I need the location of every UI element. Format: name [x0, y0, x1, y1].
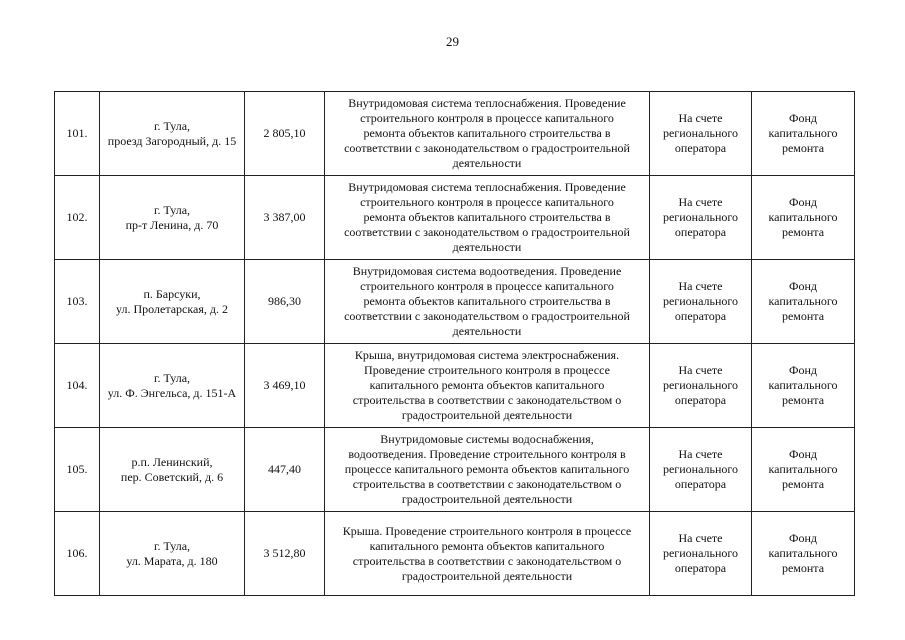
work-line: ремонта объектов капитального строительства в — [363, 126, 611, 140]
fund-cell — [752, 512, 855, 596]
work-line: Крыша. Проведение строительного контроля в процессе — [342, 523, 632, 538]
work-line: градостроительной деятельности — [401, 568, 573, 583]
work-line: строительного контроля в процессе капитального — [360, 111, 614, 125]
address-cell — [100, 176, 245, 260]
fund-cell — [752, 428, 855, 512]
work-line: строительного контроля в процессе капитального — [360, 279, 614, 293]
work-line: деятельности — [452, 324, 522, 338]
account-line: регионального — [662, 126, 739, 140]
account-line: На счете — [678, 111, 723, 125]
table-row — [55, 428, 855, 512]
account-line: На счете — [678, 447, 723, 461]
account-line: оператора — [674, 309, 727, 323]
fund-line: Фонд — [788, 279, 817, 293]
area-cell: 2 805,10 — [245, 92, 325, 176]
address-cell — [100, 428, 245, 512]
account-cell — [650, 344, 752, 428]
account-line: оператора — [674, 225, 727, 239]
address-line: ул. Марата, д. 180 — [126, 553, 218, 568]
address-cell — [100, 344, 245, 428]
work-line: строительства в соответствии с законодательством о — [352, 553, 622, 568]
row-number: 106. — [55, 512, 100, 596]
fund-line: Фонд — [788, 111, 817, 125]
work-line: деятельности — [452, 240, 522, 254]
address-cell — [100, 512, 245, 596]
table-row — [55, 92, 855, 176]
address-line: проезд Загородный, д. 15 — [107, 133, 237, 148]
fund-line: Фонд — [788, 363, 817, 377]
fund-line: капитального — [768, 378, 838, 392]
area-cell: 447,40 — [245, 428, 325, 512]
work-line: Внутридомовые системы водоснабжения, — [380, 432, 594, 446]
fund-line: ремонта — [781, 561, 825, 575]
work-description-cell — [325, 344, 650, 428]
address-line: р.п. Ленинский, — [131, 454, 213, 469]
work-line: градостроительной деятельности — [401, 408, 573, 422]
row-number: 101. — [55, 92, 100, 176]
address-line: п. Барсуки, — [143, 286, 201, 301]
work-line: Внутридомовая система теплоснабжения. Проведение — [348, 180, 626, 194]
account-line: оператора — [674, 141, 727, 155]
account-cell — [650, 512, 752, 596]
table-row — [55, 260, 855, 344]
account-cell — [650, 92, 752, 176]
work-description-cell — [325, 176, 650, 260]
row-number: 104. — [55, 344, 100, 428]
work-line: водоотведения. Проведение строительного контроля в — [348, 447, 626, 461]
account-cell — [650, 428, 752, 512]
account-line: регионального — [662, 462, 739, 476]
work-description-cell — [325, 512, 650, 596]
fund-line: Фонд — [788, 447, 817, 461]
work-line: Проведение строительного контроля в процессе — [364, 363, 610, 377]
table-row — [55, 344, 855, 428]
account-line: оператора — [674, 561, 727, 575]
fund-line: ремонта — [781, 141, 825, 155]
fund-line: ремонта — [781, 393, 825, 407]
work-line: деятельности — [452, 156, 522, 170]
table-row — [55, 176, 855, 260]
account-line: На счете — [678, 195, 723, 209]
address-line: г. Тула, — [153, 202, 191, 217]
fund-line: Фонд — [788, 195, 817, 209]
area-cell: 3 387,00 — [245, 176, 325, 260]
address-cell — [100, 92, 245, 176]
work-line: ремонта объектов капитального строительства в — [363, 210, 611, 224]
account-line: регионального — [662, 378, 739, 392]
fund-cell — [752, 344, 855, 428]
account-line: На счете — [678, 531, 723, 545]
fund-line: капитального — [768, 294, 838, 308]
work-line: процессе капитального ремонта объектов капитального — [344, 462, 630, 476]
work-line: градостроительной деятельности — [401, 492, 573, 506]
fund-line: ремонта — [781, 225, 825, 239]
work-description-cell — [325, 428, 650, 512]
account-line: На счете — [678, 279, 723, 293]
fund-line: капитального — [768, 462, 838, 476]
address-line: г. Тула, — [153, 118, 191, 133]
table-row — [55, 512, 855, 596]
account-cell — [650, 176, 752, 260]
repair-table — [54, 91, 855, 596]
fund-line: Фонд — [788, 531, 817, 545]
account-line: регионального — [662, 294, 739, 308]
page-number: 29 — [446, 34, 459, 49]
fund-cell — [752, 176, 855, 260]
fund-line: капитального — [768, 210, 838, 224]
account-cell — [650, 260, 752, 344]
address-line: ул. Пролетарская, д. 2 — [116, 301, 228, 316]
fund-cell — [752, 92, 855, 176]
fund-line: капитального — [768, 546, 838, 560]
fund-cell — [752, 260, 855, 344]
work-line: капитального ремонта объектов капитального — [369, 378, 605, 392]
fund-line: ремонта — [781, 477, 825, 491]
address-cell — [100, 260, 245, 344]
work-line: Внутридомовая система водоотведения. Проведение — [352, 264, 622, 278]
row-number: 105. — [55, 428, 100, 512]
account-line: регионального — [662, 546, 739, 560]
area-cell: 986,30 — [245, 260, 325, 344]
row-number: 103. — [55, 260, 100, 344]
account-line: оператора — [674, 477, 727, 491]
account-line: оператора — [674, 393, 727, 407]
work-line: строительства в соответствии с законодательством о — [352, 393, 622, 407]
work-line: ремонта объектов капитального строительства в — [363, 294, 611, 308]
work-line: соответствии с законодательством о градостроительной — [344, 225, 630, 239]
work-description-cell — [325, 92, 650, 176]
area-cell: 3 512,80 — [245, 512, 325, 596]
fund-line: капитального — [768, 126, 838, 140]
work-line: капитального ремонта объектов капитального — [369, 538, 605, 553]
work-line: строительства в соответствии с законодательством о — [352, 477, 622, 491]
work-description-cell — [325, 260, 650, 344]
work-line: Внутридомовая система теплоснабжения. Проведение — [348, 96, 626, 110]
work-line: Крыша, внутридомовая система электроснабжения. — [354, 348, 620, 362]
work-line: соответствии с законодательством о градостроительной — [344, 309, 630, 323]
address-line: пер. Советский, д. 6 — [120, 469, 224, 484]
address-line: пр-т Ленина, д. 70 — [125, 217, 219, 232]
row-number: 102. — [55, 176, 100, 260]
account-line: регионального — [662, 210, 739, 224]
area-cell: 3 469,10 — [245, 344, 325, 428]
address-line: г. Тула, — [153, 538, 191, 553]
account-line: На счете — [678, 363, 723, 377]
fund-line: ремонта — [781, 309, 825, 323]
work-line: строительного контроля в процессе капитального — [360, 195, 614, 209]
address-line: г. Тула, — [153, 370, 191, 385]
work-line: соответствии с законодательством о градостроительной — [344, 141, 630, 155]
address-line: ул. Ф. Энгельса, д. 151-А — [107, 385, 237, 400]
